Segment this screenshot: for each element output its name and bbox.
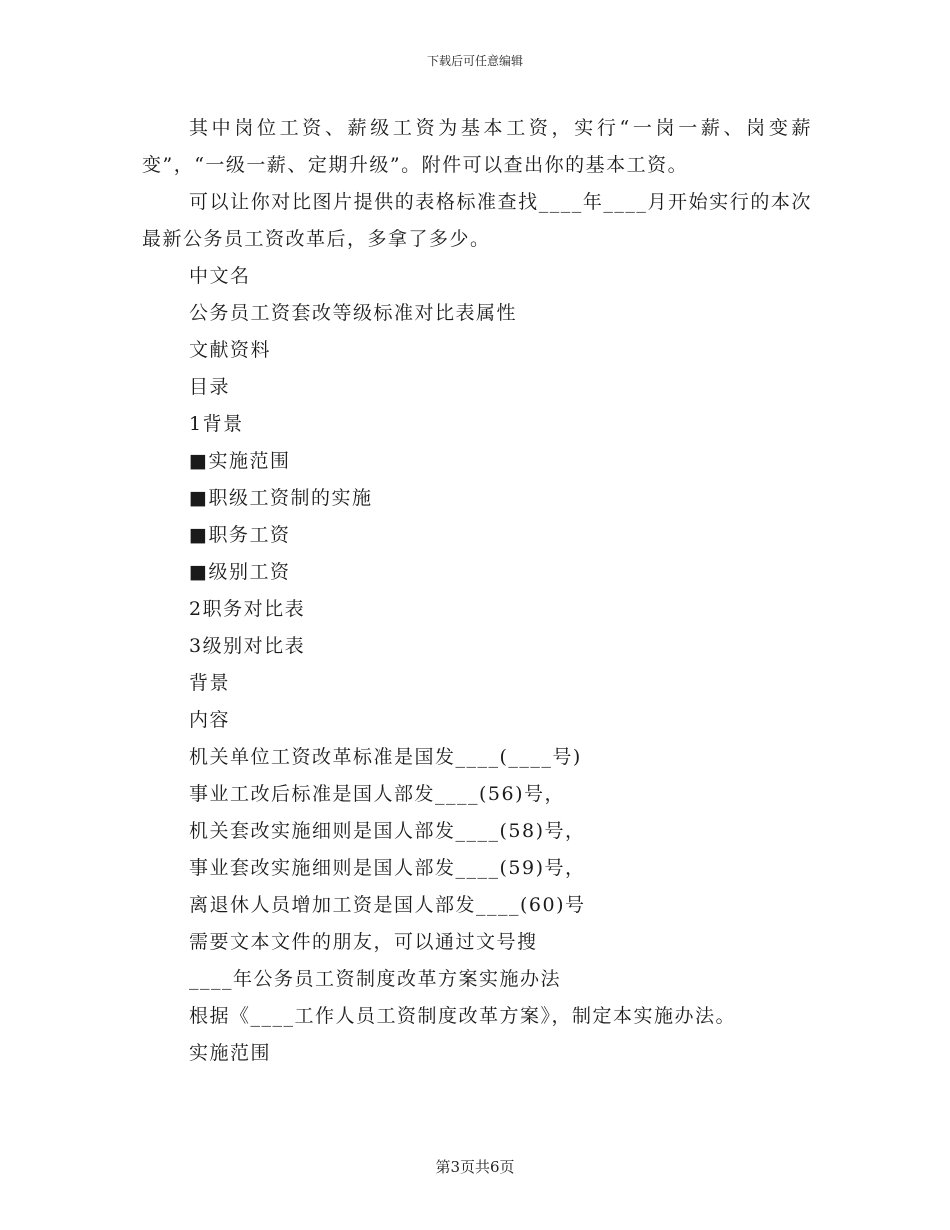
text-line: 事业套改实施细则是国人部发____(59)号， — [189, 857, 586, 879]
toc-item: 2职务对比表 — [189, 598, 306, 620]
toc-subitem: ■级别工资 — [189, 561, 291, 583]
text-line: 公务员工资套改等级标准对比表属性 — [189, 302, 518, 324]
toc-subitem: ■实施范围 — [189, 450, 291, 472]
toc-subitem: ■职务工资 — [189, 524, 291, 546]
text-line: 中文名 — [189, 265, 251, 287]
toc-heading: 目录 — [189, 376, 231, 398]
toc-subitem: ■职级工资制的实施 — [189, 487, 373, 509]
text-line: ____年公务员工资制度改革方案实施办法 — [189, 968, 562, 990]
text-line: 机关套改实施细则是国人部发____(58)号， — [189, 820, 586, 842]
section-heading: 实施范围 — [189, 1042, 272, 1064]
toc-item: 1背景 — [189, 413, 244, 435]
header-note: 下载后可任意编辑 — [426, 54, 523, 68]
text-line: 离退休人员增加工资是国人部发____(60)号 — [189, 894, 586, 916]
page-number: 第3页共6页 — [435, 1158, 515, 1176]
document-body — [142, 110, 812, 1072]
text-line: 需要文本文件的朋友，可以通过文号搜 — [189, 931, 538, 953]
text-line: 根据《____工作人员工资制度改革方案》，制定本实施办法。 — [189, 1005, 737, 1027]
paragraph-basic-wage: 其中岗位工资、薪级工资为基本工资，实行“一岗一薪、岗变薪变”，“一级一薪、定期升级”。附件可以查出你的基本工资。 — [142, 117, 812, 176]
text-line: 事业工改后标准是国人部发____(56)号， — [189, 783, 566, 805]
text-line: 机关单位工资改革标准是国发____(____号) — [189, 746, 582, 768]
toc-item: 3级别对比表 — [189, 635, 306, 657]
text-line: 文献资料 — [189, 339, 272, 361]
section-heading: 背景 — [189, 672, 231, 694]
section-heading: 内容 — [189, 709, 231, 731]
paragraph-comparison: 可以让你对比图片提供的表格标准查找____年____月开始实行的本次最新公务员工资改革后，多拿了多少。 — [142, 191, 812, 250]
